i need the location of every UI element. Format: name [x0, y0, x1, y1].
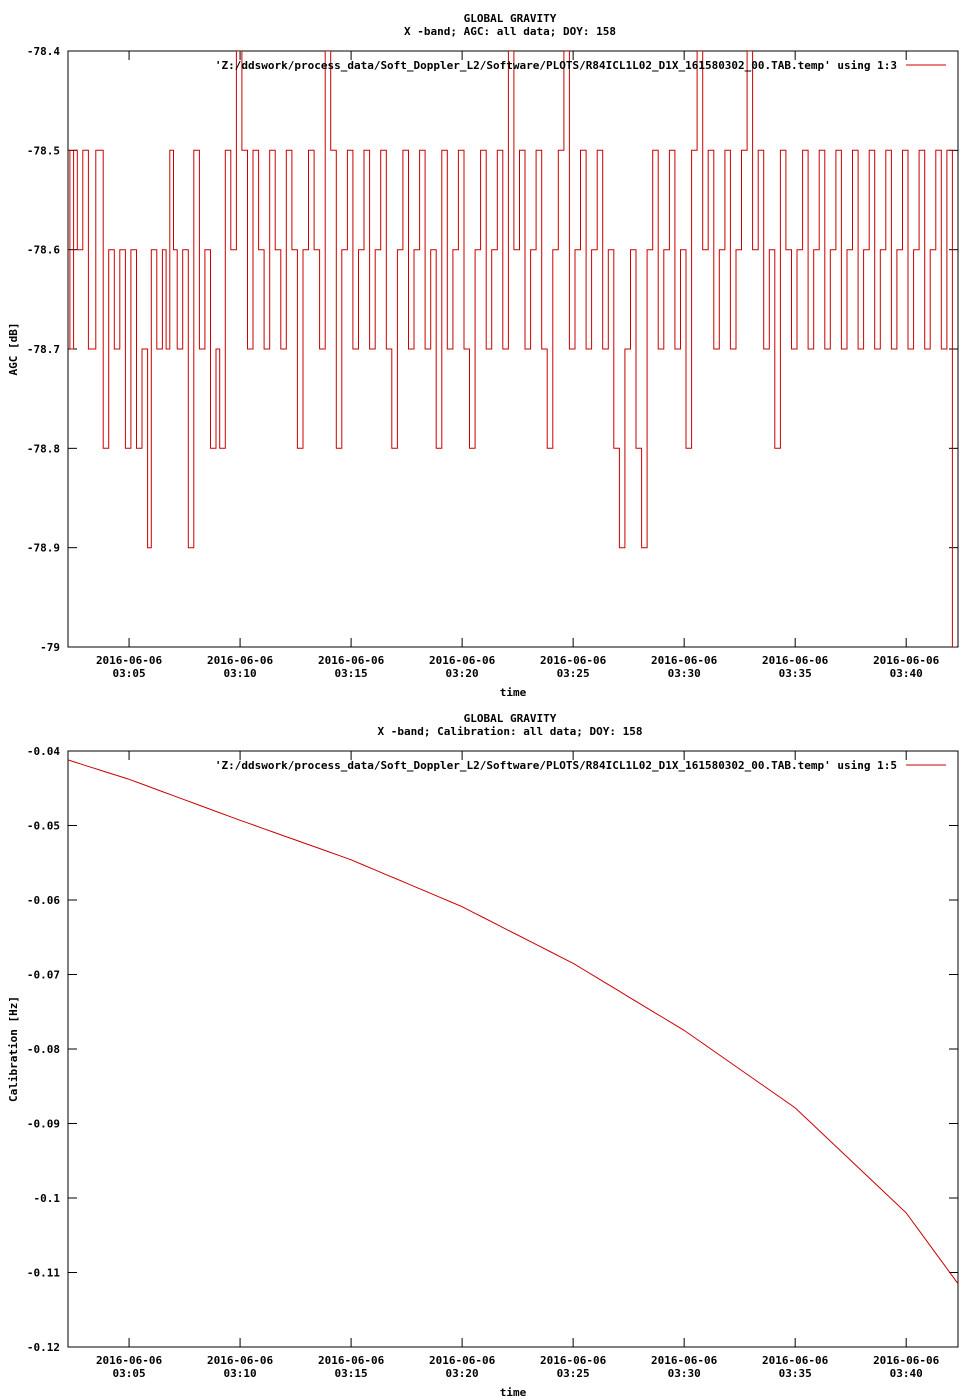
x-tick-time: 03:10 [223, 667, 257, 680]
plot-frame [68, 751, 958, 1347]
y-tick-label: -78.4 [26, 45, 60, 58]
y-tick-label: -0.08 [26, 1043, 60, 1056]
x-tick-date: 2016-06-06 [873, 654, 940, 667]
chart-title: GLOBAL GRAVITY [463, 12, 557, 25]
y-tick-label: -79 [40, 641, 60, 654]
x-tick-date: 2016-06-06 [95, 654, 163, 667]
y-tick-label: -78.5 [26, 144, 60, 158]
chart-subtitle: X -band; AGC: all data; DOY: 158 [404, 25, 616, 38]
x-tick-date: 2016-06-06 [206, 1354, 274, 1367]
y-tick-label: -0.07 [26, 968, 60, 982]
x-tick-date: 2016-06-06 [762, 1354, 829, 1367]
y-tick-label: -0.04 [26, 745, 60, 758]
x-tick-time: 03:15 [334, 1367, 368, 1380]
x-tick-time: 03:40 [889, 1367, 923, 1380]
x-tick-time: 03:20 [445, 1367, 479, 1380]
series-line-0 [68, 760, 958, 1284]
chart-title: GLOBAL GRAVITY [463, 712, 557, 725]
y-tick-label: -0.1 [33, 1192, 60, 1205]
x-axis-label: time [499, 1386, 527, 1399]
legend-label: 'Z:/ddswork/process_data/Soft_Doppler_L2/Software/PLOTS/R84ICL1L02_D1X_161580302_00.TAB.temp' using 1:5 [214, 759, 897, 772]
y-tick-label: -0.06 [26, 894, 60, 907]
calibration-chart [0, 700, 980, 1400]
x-tick-date: 2016-06-06 [317, 1354, 385, 1367]
x-tick-time: 03:35 [778, 667, 812, 680]
y-tick-label: -78.8 [26, 442, 60, 456]
x-tick-date: 2016-06-06 [540, 654, 607, 667]
y-tick-label: -78.7 [26, 343, 60, 356]
x-tick-date: 2016-06-06 [95, 1354, 163, 1367]
legend-label: 'Z:/ddswork/process_data/Soft_Doppler_L2/Software/PLOTS/R84ICL1L02_D1X_161580302_00.TAB.temp' using 1:3 [214, 59, 897, 72]
x-tick-date: 2016-06-06 [206, 654, 274, 667]
x-tick-time: 03:25 [556, 667, 590, 680]
x-tick-date: 2016-06-06 [428, 654, 496, 667]
chart-subtitle: X -band; Calibration: all data; DOY: 158 [377, 725, 643, 738]
x-tick-time: 03:30 [667, 1367, 701, 1380]
x-tick-date: 2016-06-06 [540, 1354, 607, 1367]
x-tick-time: 03:10 [223, 1367, 257, 1380]
x-tick-date: 2016-06-06 [873, 1354, 940, 1367]
x-tick-date: 2016-06-06 [762, 654, 829, 667]
x-tick-time: 03:05 [112, 667, 146, 680]
y-tick-label: -0.05 [26, 819, 60, 833]
x-tick-time: 03:20 [445, 667, 479, 680]
y-tick-label: -0.09 [26, 1117, 60, 1131]
x-tick-time: 03:35 [778, 1367, 812, 1380]
x-tick-date: 2016-06-06 [651, 1354, 718, 1367]
x-tick-date: 2016-06-06 [317, 654, 385, 667]
x-tick-time: 03:40 [889, 667, 923, 680]
x-tick-time: 03:15 [334, 667, 368, 680]
x-tick-date: 2016-06-06 [651, 654, 718, 667]
y-axis-label: Calibration [Hz] [7, 996, 20, 1102]
x-tick-time: 03:05 [112, 1367, 146, 1380]
x-tick-time: 03:25 [556, 1367, 590, 1380]
y-tick-label: -0.12 [26, 1341, 60, 1354]
y-tick-label: -78.6 [26, 243, 60, 257]
x-axis-label: time [499, 686, 527, 699]
x-tick-date: 2016-06-06 [428, 1354, 496, 1367]
x-tick-time: 03:30 [667, 667, 701, 680]
series-line-0 [68, 51, 956, 647]
y-axis-label: AGC [dB] [7, 322, 20, 376]
y-tick-label: -78.9 [26, 541, 60, 555]
y-tick-label: -0.11 [26, 1266, 60, 1280]
